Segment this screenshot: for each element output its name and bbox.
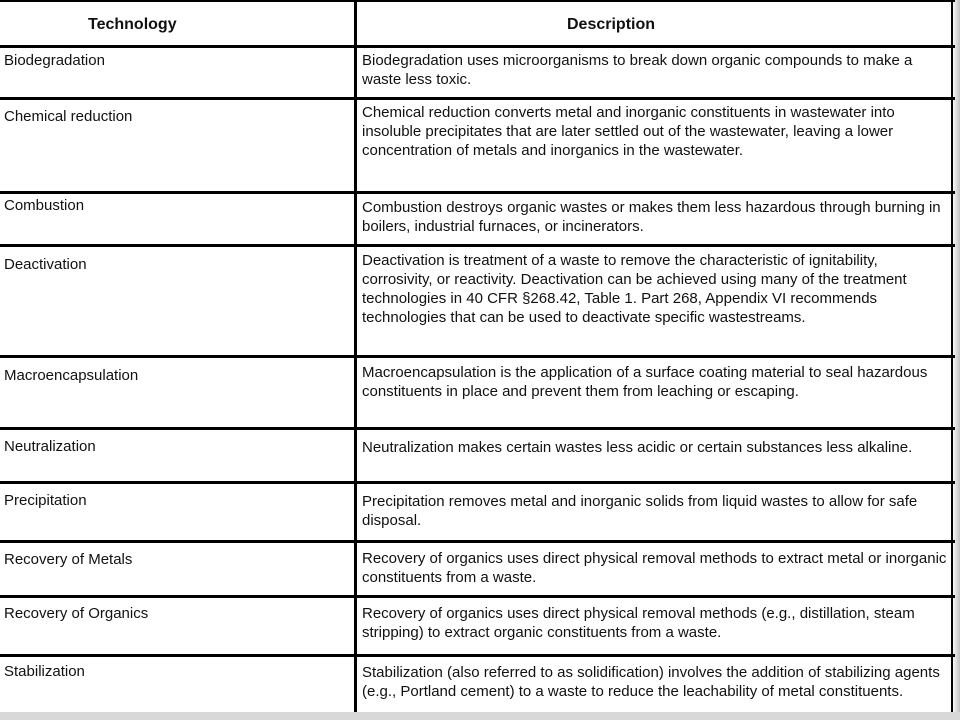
row-separator — [0, 540, 955, 543]
bottom-band — [0, 712, 960, 720]
description-cell: Combustion destroys organic wastes or makes them less hazardous through burning in boilers, industrial furnaces, or incinerators. — [362, 199, 941, 235]
description-cell: Stabilization (also referred to as solidification) involves the addition of stabilizing agents (e.g., Portland cement) to a waste to reduce the leachability of metal constituents. — [362, 664, 940, 700]
technology-cell: Biodegradation — [4, 52, 105, 69]
page-edge-shadow — [952, 0, 960, 720]
header-technology: Technology — [88, 16, 177, 33]
row-separator — [0, 595, 955, 598]
row-separator — [0, 45, 955, 48]
row-separator — [0, 0, 955, 2]
row-separator — [0, 427, 955, 430]
technology-cell: Recovery of Metals — [4, 551, 133, 568]
row-separator — [0, 191, 955, 194]
row-separator — [0, 355, 955, 358]
description-cell: Macroencapsulation is the application of a surface coating material to seal hazardous constituents in place and prevent them from leaching or escaping. — [362, 364, 928, 400]
technology-cell: Combustion — [4, 197, 85, 214]
technology-cell: Stabilization — [4, 663, 85, 680]
technology-cell: Recovery of Organics — [4, 605, 149, 622]
technology-cell: Precipitation — [4, 492, 87, 509]
header-description: Description — [567, 16, 656, 33]
technology-cell: Chemical reduction — [4, 108, 133, 125]
technology-cell: Macroencapsulation — [4, 367, 139, 384]
row-separator — [0, 97, 955, 100]
description-cell: Biodegradation uses microorganisms to break down organic compounds to make a waste less toxic. — [362, 52, 913, 88]
column-divider — [354, 0, 357, 720]
description-cell: Precipitation removes metal and inorganic solids from liquid wastes to allow for safe disposal. — [362, 493, 918, 529]
description-cell: Recovery of organics uses direct physical removal methods to extract metal or inorganic constituents from a waste. — [362, 550, 947, 586]
row-separator — [0, 244, 955, 247]
technology-cell: Neutralization — [4, 438, 96, 455]
description-cell: Chemical reduction converts metal and inorganic constituents in wastewater into insoluble precipitates that are later settled out of the wastewater, leaving a lower concentration of metals and inorganics in the wastewater. — [362, 104, 895, 159]
description-cell: Deactivation is treatment of a waste to remove the characteristic of ignitability, corrosivity, or reactivity. Deactivation can be achieved using many of the treatment technologies in 40 CFR §268.42, Table 1. Part 268, Appendix VI recommends technologies that can be used to deactivate specific wastestreams. — [362, 252, 907, 326]
description-cell: Recovery of organics uses direct physical removal methods (e.g., distillation, steam stripping) to extract organic constituents from a waste. — [362, 605, 915, 641]
row-separator — [0, 654, 955, 657]
technology-cell: Deactivation — [4, 256, 87, 273]
description-cell: Neutralization makes certain wastes less acidic or certain substances less alkaline. — [362, 439, 913, 456]
row-separator — [0, 481, 955, 484]
table-header — [0, 0, 955, 46]
